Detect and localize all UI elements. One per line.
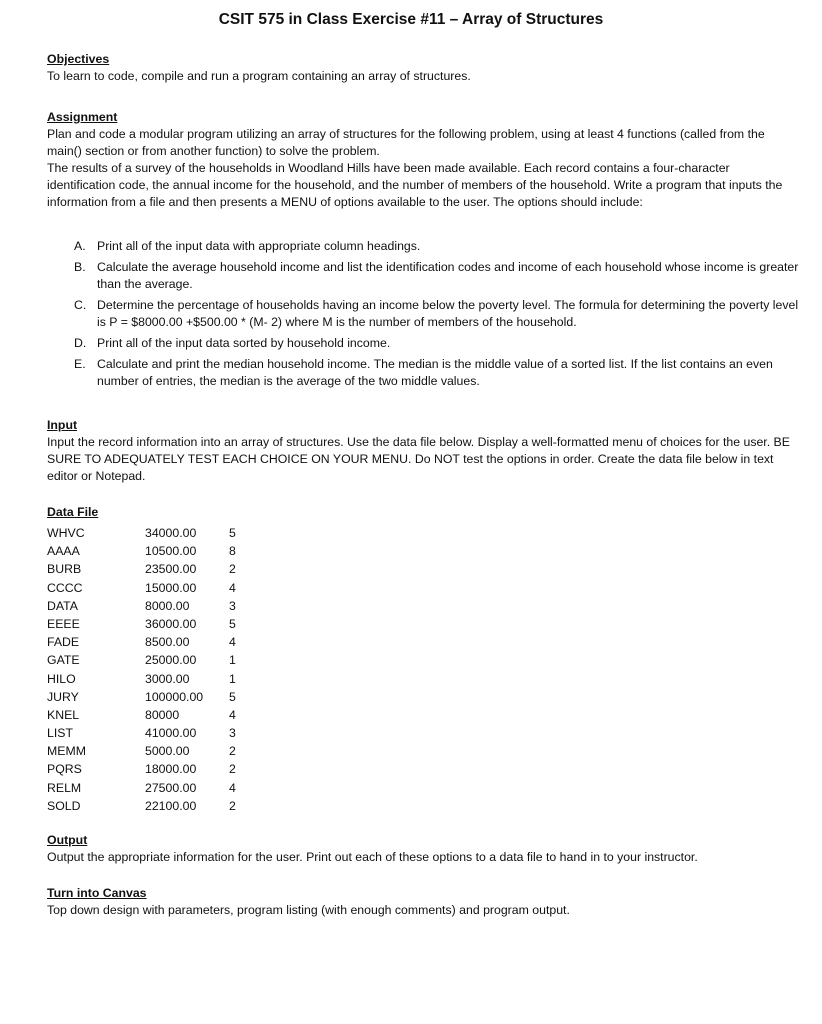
data-income-cell: 8000.00 [145, 598, 190, 613]
data-code-cell: MEMM [47, 744, 86, 759]
data-income-cell: 8500.00 [145, 635, 190, 650]
data-members-cell: 4 [229, 635, 236, 650]
input-text: Input the record information into an array of structures. Use the data file below. Display a well-formatted menu of choices for the user. BE SURE TO ADEQUATELY TEST EACH CHOICE ON YOUR MENU. Do NOT test the options in order. Create the data file below in text editor or Notepad. [47, 435, 790, 483]
option-text: Calculate and print the median household income. The median is the middle value of a sorted list. If the list contains an even number of entries, the median is the average of the two middle values. [97, 357, 773, 388]
data-row [47, 560, 259, 578]
assignment-para-1: Plan and code a modular program utilizing an array of structures for the following problem, using at least 4 functions (called from the main() section or from another function) to solve the problem. [47, 127, 765, 158]
data-members-cell: 1 [229, 671, 236, 686]
data-income-cell: 18000.00 [145, 762, 197, 777]
data-code-cell: GATE [47, 653, 80, 668]
data-income-cell: 23500.00 [145, 562, 197, 577]
objectives-heading: Objectives [47, 52, 110, 66]
data-income-cell: 15000.00 [145, 580, 197, 595]
option-marker: D. [74, 336, 87, 350]
data-row [47, 542, 259, 560]
data-code-cell: EEEE [47, 616, 80, 631]
data-code-cell: JURY [47, 689, 79, 704]
assignment-heading: Assignment [47, 110, 118, 124]
assignment-para-2: The results of a survey of the households in Woodland Hills have been made available. Each record contains a four-character identification code, the annual income for the household, and the number of members of the household. Write a program that inputs the information from a file and then presents a MENU of options available to the user. The options should include: [47, 161, 783, 209]
option-marker: B. [74, 260, 86, 274]
output-text: Output the appropriate information for the user. Print out each of these options to a data file to hand in to your instructor. [47, 850, 698, 864]
option-item [74, 238, 799, 255]
assignment-section [47, 109, 797, 211]
data-row [47, 760, 259, 778]
data-income-cell: 100000.00 [145, 689, 204, 704]
data-row [47, 579, 259, 597]
option-text: Print all of the input data with appropriate column headings. [97, 239, 421, 253]
data-income-cell: 41000.00 [145, 726, 197, 741]
data-income-cell: 34000.00 [145, 526, 197, 540]
data-file-table [47, 524, 259, 815]
data-code-cell: AAAA [47, 544, 80, 559]
objectives-section [47, 51, 797, 85]
options-list [74, 238, 799, 394]
data-members-cell: 2 [229, 798, 236, 813]
data-members-cell: 4 [229, 780, 236, 795]
data-members-cell: 1 [229, 653, 236, 668]
data-file-heading: Data File [47, 505, 99, 519]
data-row [47, 797, 259, 815]
page-title: CSIT 575 in Class Exercise #11 – Array of Structures [218, 11, 604, 28]
data-code-cell: KNEL [47, 707, 80, 722]
option-marker: C. [74, 298, 87, 312]
option-text: Calculate the average household income and list the identification codes and income of each household whose income is greater than the average. [97, 260, 799, 291]
data-members-cell: 2 [229, 744, 236, 759]
turn-in-section [47, 885, 797, 919]
data-row [47, 615, 259, 633]
data-row [47, 779, 259, 797]
data-code-cell: HILO [47, 671, 76, 686]
data-members-cell: 3 [229, 726, 236, 741]
data-members-cell: 4 [229, 707, 236, 722]
data-code-cell: PQRS [47, 762, 82, 777]
data-income-cell: 3000.00 [145, 671, 190, 686]
data-members-cell: 2 [229, 762, 236, 777]
data-income-cell: 5000.00 [145, 744, 190, 759]
data-row [47, 633, 259, 651]
option-item [74, 335, 799, 352]
output-heading: Output [47, 833, 88, 847]
data-code-cell: FADE [47, 635, 80, 650]
data-row [47, 651, 259, 669]
input-heading: Input [47, 418, 78, 432]
option-text: Determine the percentage of households having an income below the poverty level. The formula for determining the poverty level is P = $8000.00 +$500.00 * (M- 2) where M is the number of members of the household. [97, 298, 799, 329]
data-code-cell: SOLD [47, 798, 81, 813]
option-text: Print all of the input data sorted by household income. [97, 336, 391, 350]
input-section [47, 417, 797, 485]
data-code-cell: BURB [47, 562, 82, 577]
option-item [74, 259, 799, 293]
data-row [47, 597, 259, 615]
data-code-cell: LIST [47, 726, 73, 741]
data-members-cell: 2 [229, 562, 236, 577]
objectives-text: To learn to code, compile and run a program containing an array of structures. [47, 69, 471, 83]
turn-in-text: Top down design with parameters, program listing (with enough comments) and program output. [47, 903, 570, 917]
data-row [47, 524, 259, 542]
data-row [47, 688, 259, 706]
data-income-cell: 25000.00 [145, 653, 197, 668]
data-income-cell: 36000.00 [145, 616, 197, 631]
option-marker: E. [74, 357, 86, 371]
data-income-cell: 80000 [145, 707, 180, 722]
output-section [47, 832, 797, 866]
data-code-cell: DATA [47, 598, 78, 613]
data-income-cell: 22100.00 [145, 798, 197, 813]
data-code-cell: WHVC [47, 526, 85, 540]
data-row [47, 670, 259, 688]
data-code-cell: CCCC [47, 580, 83, 595]
data-income-cell: 10500.00 [145, 544, 197, 559]
data-row [47, 724, 259, 742]
data-row [47, 742, 259, 760]
data-members-cell: 3 [229, 598, 236, 613]
data-members-cell: 5 [229, 526, 236, 540]
turn-in-heading: Turn into Canvas [47, 886, 147, 900]
data-income-cell: 27500.00 [145, 780, 197, 795]
data-members-cell: 5 [229, 689, 236, 704]
data-members-cell: 4 [229, 580, 236, 595]
option-marker: A. [74, 239, 86, 253]
option-item [74, 356, 799, 390]
data-members-cell: 8 [229, 544, 236, 559]
data-code-cell: RELM [47, 780, 82, 795]
option-item [74, 297, 799, 331]
data-members-cell: 5 [229, 616, 236, 631]
data-row [47, 706, 259, 724]
